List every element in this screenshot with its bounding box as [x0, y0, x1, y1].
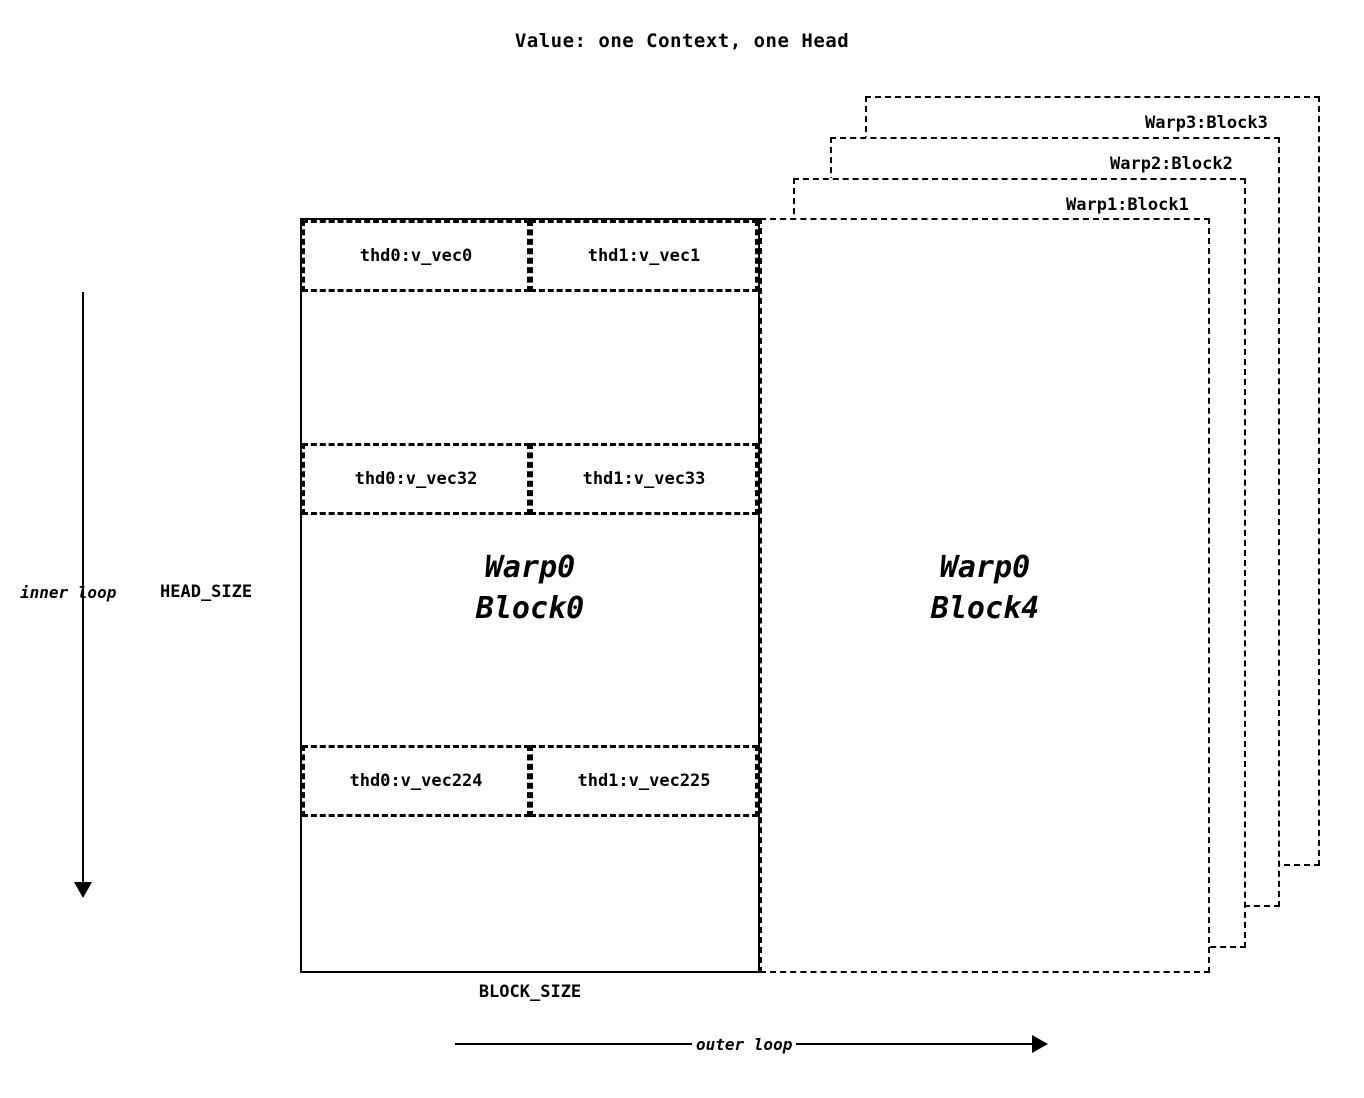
vec-cell-row1-right: thd1:v_vec33 [530, 443, 758, 515]
stack-block-3-label: Warp3:Block3 [1145, 113, 1268, 133]
head-size-label: HEAD_SIZE [160, 582, 253, 602]
vec-cell-row1-left: thd0:v_vec32 [302, 443, 530, 515]
inner-loop-label: inner loop [20, 583, 117, 602]
diagram-title: Value: one Context, one Head [514, 30, 850, 52]
outer-loop-label: outer loop [692, 1035, 796, 1054]
vec-cell-row2-right: thd1:v_vec225 [530, 745, 758, 817]
block-size-label: BLOCK_SIZE [478, 982, 582, 1002]
main-block-line1: Warp0 [484, 550, 576, 585]
front-block-label [760, 548, 1210, 629]
vec-cell-row2-left: thd0:v_vec224 [302, 745, 530, 817]
main-block-label [300, 548, 760, 629]
main-block-line2: Block0 [475, 590, 585, 626]
inner-loop-arrow-head [74, 882, 92, 898]
vec-cell-row0-right: thd1:v_vec1 [530, 220, 758, 292]
vec-cell-row0-left: thd0:v_vec0 [302, 220, 530, 292]
front-block-line2: Block4 [930, 590, 1040, 626]
stack-block-2-label: Warp2:Block2 [1110, 154, 1233, 174]
stack-block-1-label: Warp1:Block1 [1066, 195, 1189, 215]
outer-loop-arrow-head [1032, 1035, 1048, 1053]
front-block-line1: Warp0 [939, 550, 1031, 585]
